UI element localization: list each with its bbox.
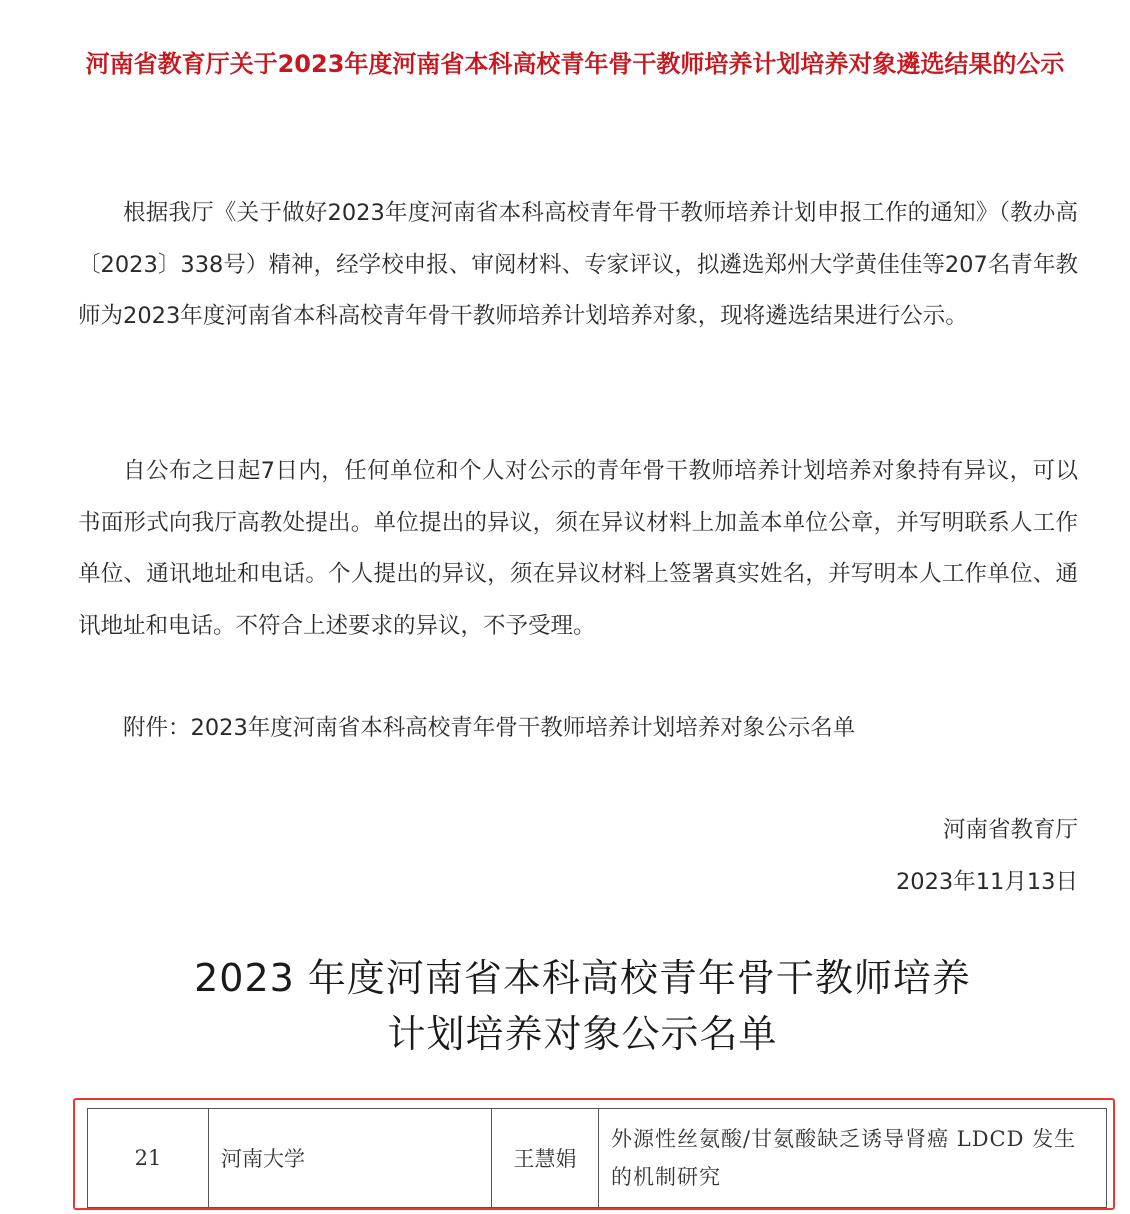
attachment-title <box>0 950 1130 1062</box>
notice-paragraph-basis: 根据我厅《关于做好2023年度河南省本科高校青年骨干教师培养计划申报工作的通知》（教办高〔2023〕338号）精神，经学校申报、审阅材料、专家评议，拟遴选郑州大学黄佳佳等207名青年教师为2023年度河南省本科高校青年骨干教师培养计划培养对象，现将遴选结果进行公示。 <box>78 200 1078 329</box>
cell-number: 21 <box>88 1109 209 1208</box>
attachment-title-line-2: 计划培养对象公示名单 <box>387 1012 778 1056</box>
highlight-box <box>73 1098 1115 1210</box>
cell-teacher-name: 王慧娟 <box>492 1109 599 1208</box>
table-row <box>88 1109 1107 1208</box>
cell-school: 河南大学 <box>209 1109 492 1208</box>
notice-paragraph-objection: 自公布之日起7日内，任何单位和个人对公示的青年骨干教师培养计划培养对象持有异议，可以书面形式向我厅高教处提出。单位提出的异议，须在异议材料上加盖本单位公章，并写明联系人工作单位、通讯地址和电话。个人提出的异议，须在异议材料上签署真实姓名，并写明本人工作单位、通讯地址和电话。不符合上述要求的异议，不予受理。 <box>78 458 1078 639</box>
notice-title: 河南省教育厅关于2023年度河南省本科高校青年骨干教师培养计划培养对象遴选结果的公示 <box>85 50 1065 78</box>
result-table <box>87 1108 1107 1208</box>
cell-project-topic: 外源性丝氨酸/甘氨酸缺乏诱导肾癌 LDCD 发生的机制研究 <box>599 1109 1107 1208</box>
signature-org: 河南省教育厅 <box>942 817 1078 843</box>
attachment-title-line-1: 2023 年度河南省本科高校青年骨干教师培养 <box>194 956 971 1000</box>
signature-date: 2023年11月13日 <box>895 869 1078 895</box>
notice-attachment-line[interactable]: 附件：2023年度河南省本科高校青年骨干教师培养计划培养对象公示名单 <box>123 715 856 741</box>
